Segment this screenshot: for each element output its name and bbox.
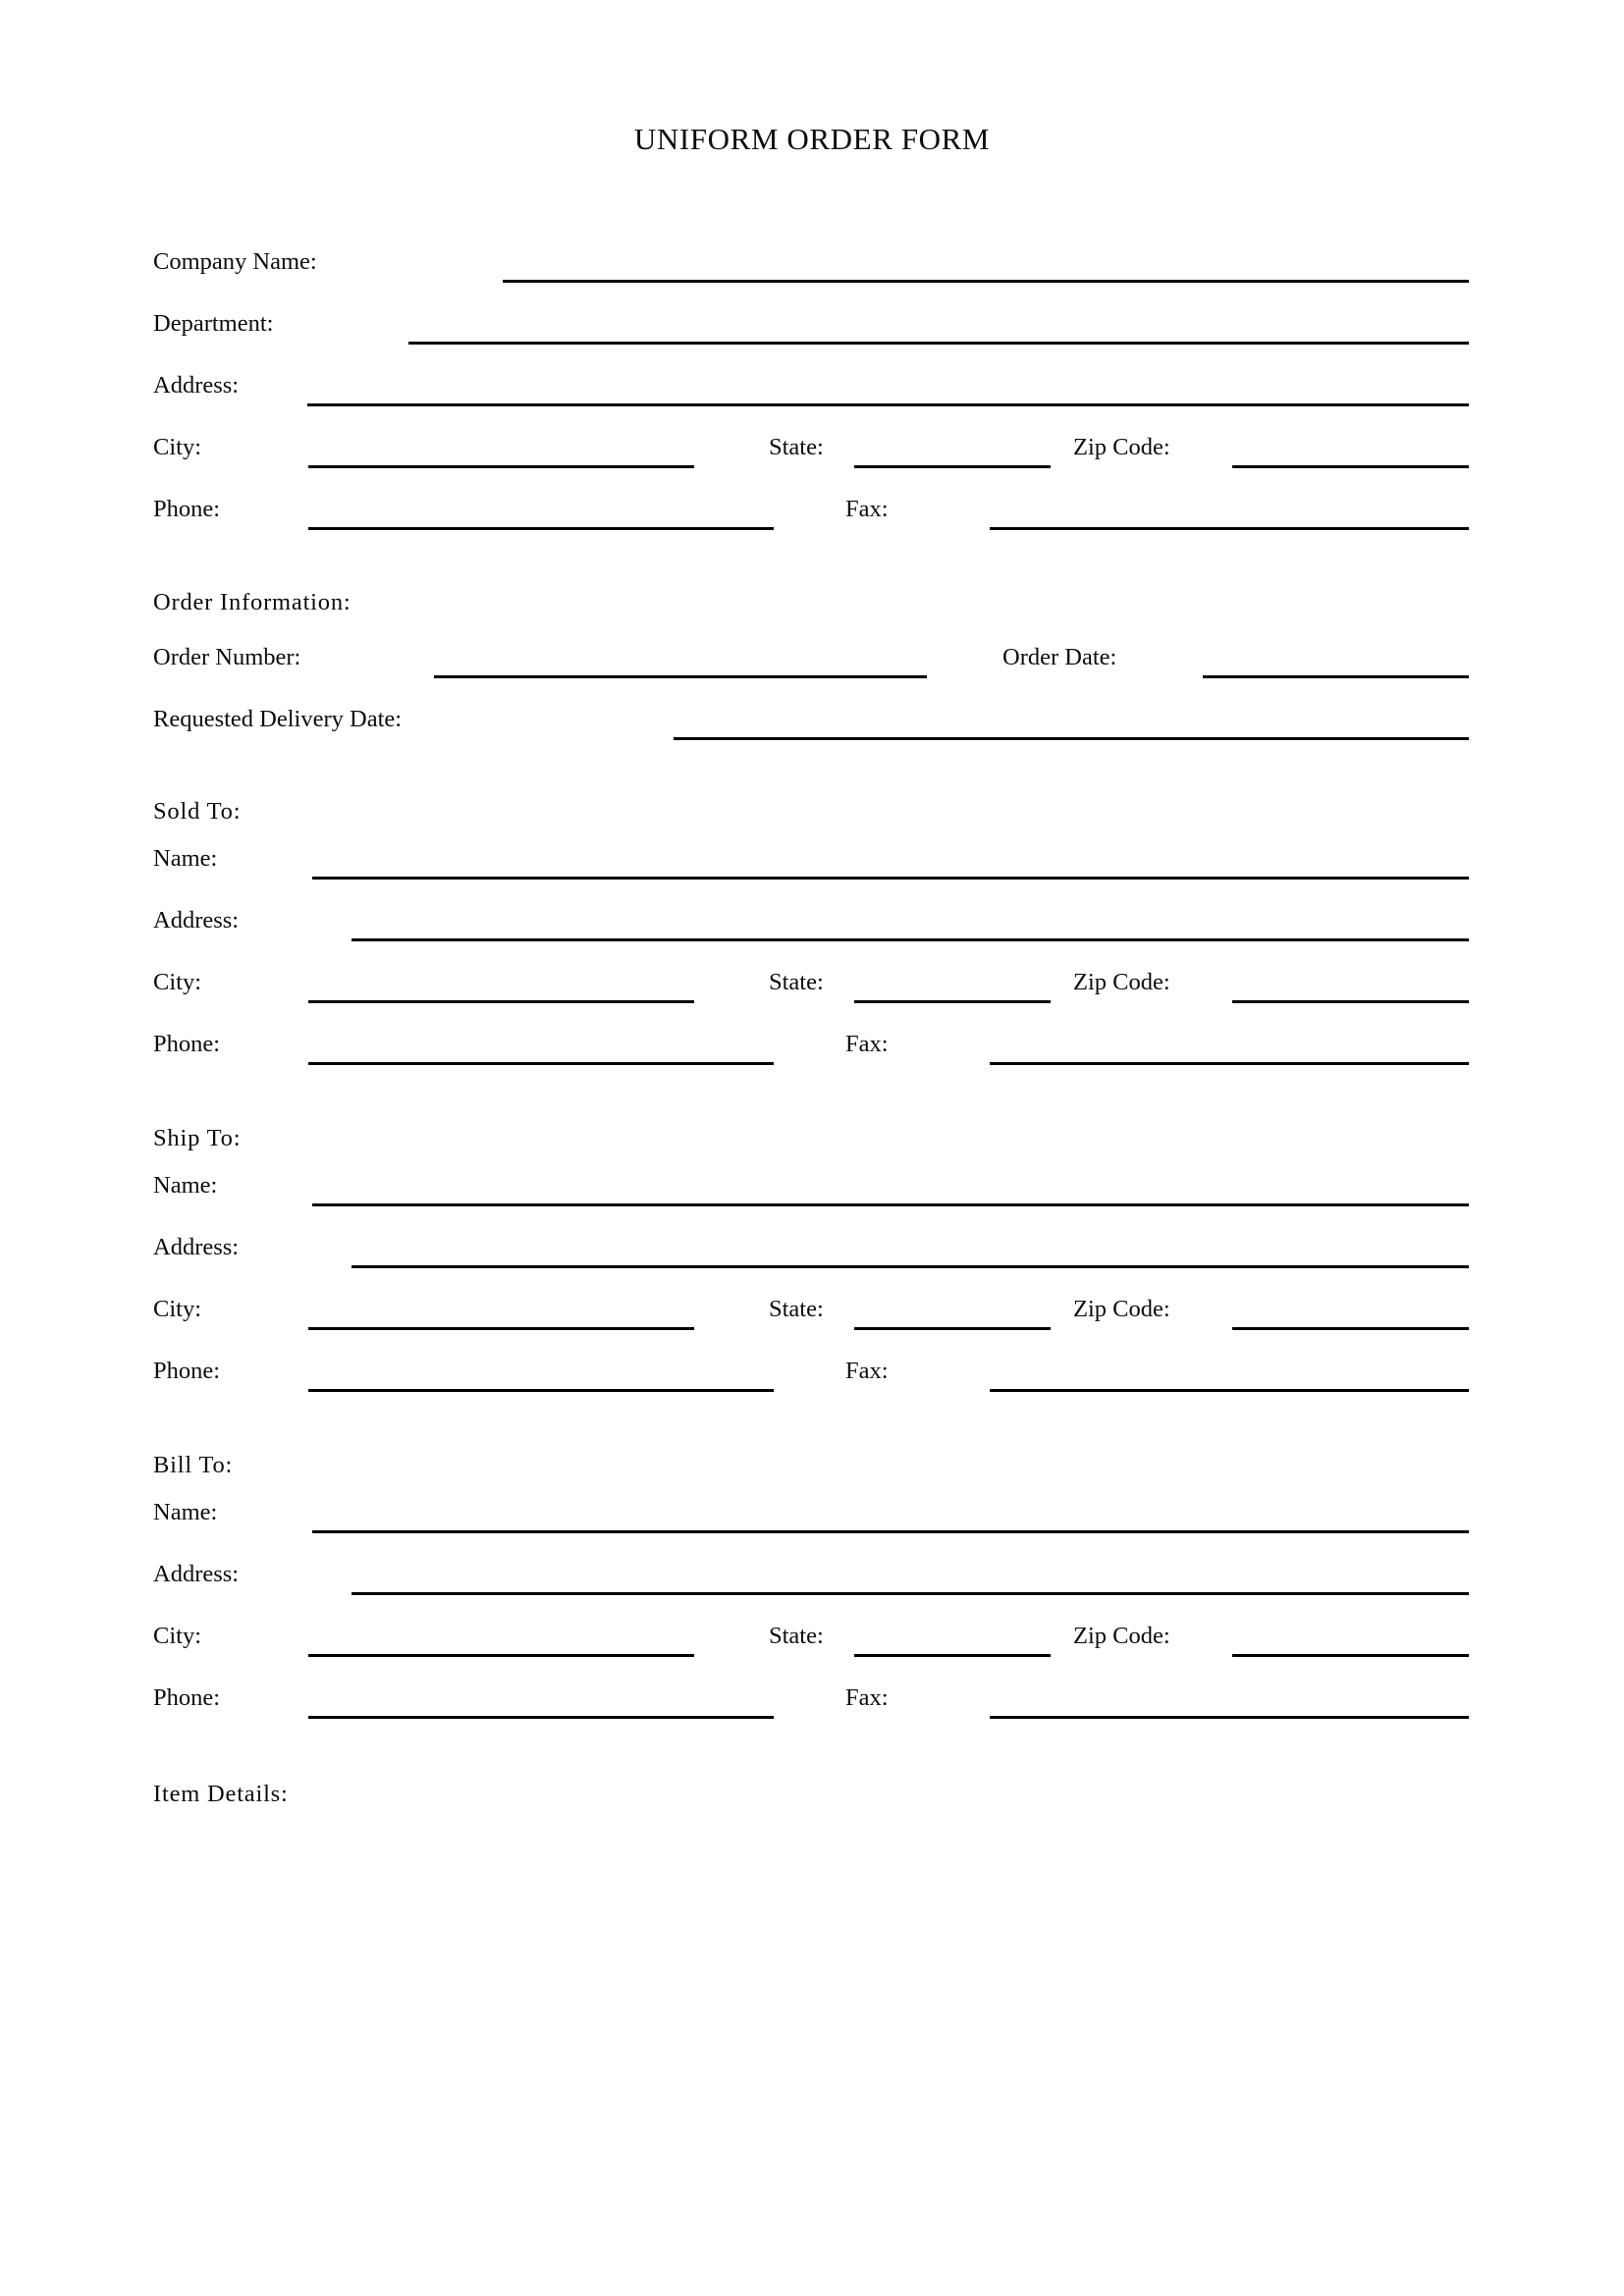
company-zip-label: Zip Code: [1073, 434, 1170, 460]
ship-to-phone-label: Phone: [153, 1358, 221, 1384]
order-information-heading: Order Information: [153, 589, 352, 615]
sold-to-name-label: Name: [153, 845, 218, 872]
ship-to-name-label: Name: [153, 1172, 218, 1199]
company-address-input[interactable] [307, 403, 1469, 406]
sold-to-city-input[interactable] [308, 1000, 694, 1003]
bill-to-heading: Bill To: [153, 1452, 234, 1478]
company-zip-input[interactable] [1232, 465, 1469, 468]
bill-to-address-input[interactable] [352, 1592, 1469, 1595]
order-number-input[interactable] [434, 675, 927, 678]
item-details-heading: Item Details: [153, 1781, 289, 1807]
bill-to-fax-label: Fax: [845, 1684, 889, 1711]
requested-delivery-date-input[interactable] [674, 737, 1469, 740]
department-label: Department: [153, 310, 274, 337]
company-fax-input[interactable] [990, 527, 1469, 530]
company-state-label: State: [769, 434, 824, 460]
ship-to-zip-input[interactable] [1232, 1327, 1469, 1330]
sold-to-heading: Sold To: [153, 798, 242, 825]
bill-to-phone-label: Phone: [153, 1684, 221, 1711]
sold-to-fax-label: Fax: [845, 1031, 889, 1057]
ship-to-name-input[interactable] [312, 1203, 1469, 1206]
sold-to-zip-input[interactable] [1232, 1000, 1469, 1003]
order-number-label: Order Number: [153, 644, 301, 670]
sold-to-phone-label: Phone: [153, 1031, 221, 1057]
company-city-label: City: [153, 434, 202, 460]
order-date-input[interactable] [1203, 675, 1469, 678]
sold-to-zip-label: Zip Code: [1073, 969, 1170, 995]
bill-to-state-label: State: [769, 1623, 824, 1649]
ship-to-city-label: City: [153, 1296, 202, 1322]
ship-to-phone-input[interactable] [308, 1389, 774, 1392]
ship-to-address-input[interactable] [352, 1265, 1469, 1268]
ship-to-fax-label: Fax: [845, 1358, 889, 1384]
company-city-input[interactable] [308, 465, 694, 468]
requested-delivery-date-label: Requested Delivery Date: [153, 706, 403, 732]
ship-to-heading: Ship To: [153, 1125, 242, 1151]
ship-to-zip-label: Zip Code: [1073, 1296, 1170, 1322]
page-title: UNIFORM ORDER FORM [633, 122, 991, 156]
company-name-label: Company Name: [153, 248, 317, 275]
sold-to-fax-input[interactable] [990, 1062, 1469, 1065]
bill-to-name-input[interactable] [312, 1530, 1469, 1533]
sold-to-state-label: State: [769, 969, 824, 995]
sold-to-state-input[interactable] [854, 1000, 1051, 1003]
ship-to-state-label: State: [769, 1296, 824, 1322]
bill-to-state-input[interactable] [854, 1654, 1051, 1657]
bill-to-fax-input[interactable] [990, 1716, 1469, 1719]
department-input[interactable] [408, 342, 1469, 345]
bill-to-name-label: Name: [153, 1499, 218, 1525]
ship-to-state-input[interactable] [854, 1327, 1051, 1330]
bill-to-address-label: Address: [153, 1561, 240, 1587]
bill-to-zip-input[interactable] [1232, 1654, 1469, 1657]
sold-to-name-input[interactable] [312, 877, 1469, 880]
bill-to-phone-input[interactable] [308, 1716, 774, 1719]
sold-to-city-label: City: [153, 969, 202, 995]
bill-to-city-label: City: [153, 1623, 202, 1649]
ship-to-city-input[interactable] [308, 1327, 694, 1330]
company-name-input[interactable] [503, 280, 1469, 283]
sold-to-address-label: Address: [153, 907, 240, 934]
sold-to-address-input[interactable] [352, 938, 1469, 941]
order-date-label: Order Date: [1002, 644, 1117, 670]
ship-to-address-label: Address: [153, 1234, 240, 1260]
sold-to-phone-input[interactable] [308, 1062, 774, 1065]
bill-to-city-input[interactable] [308, 1654, 694, 1657]
company-fax-label: Fax: [845, 496, 889, 522]
bill-to-zip-label: Zip Code: [1073, 1623, 1170, 1649]
company-phone-input[interactable] [308, 527, 774, 530]
company-address-label: Address: [153, 372, 240, 399]
company-phone-label: Phone: [153, 496, 221, 522]
ship-to-fax-input[interactable] [990, 1389, 1469, 1392]
company-state-input[interactable] [854, 465, 1051, 468]
